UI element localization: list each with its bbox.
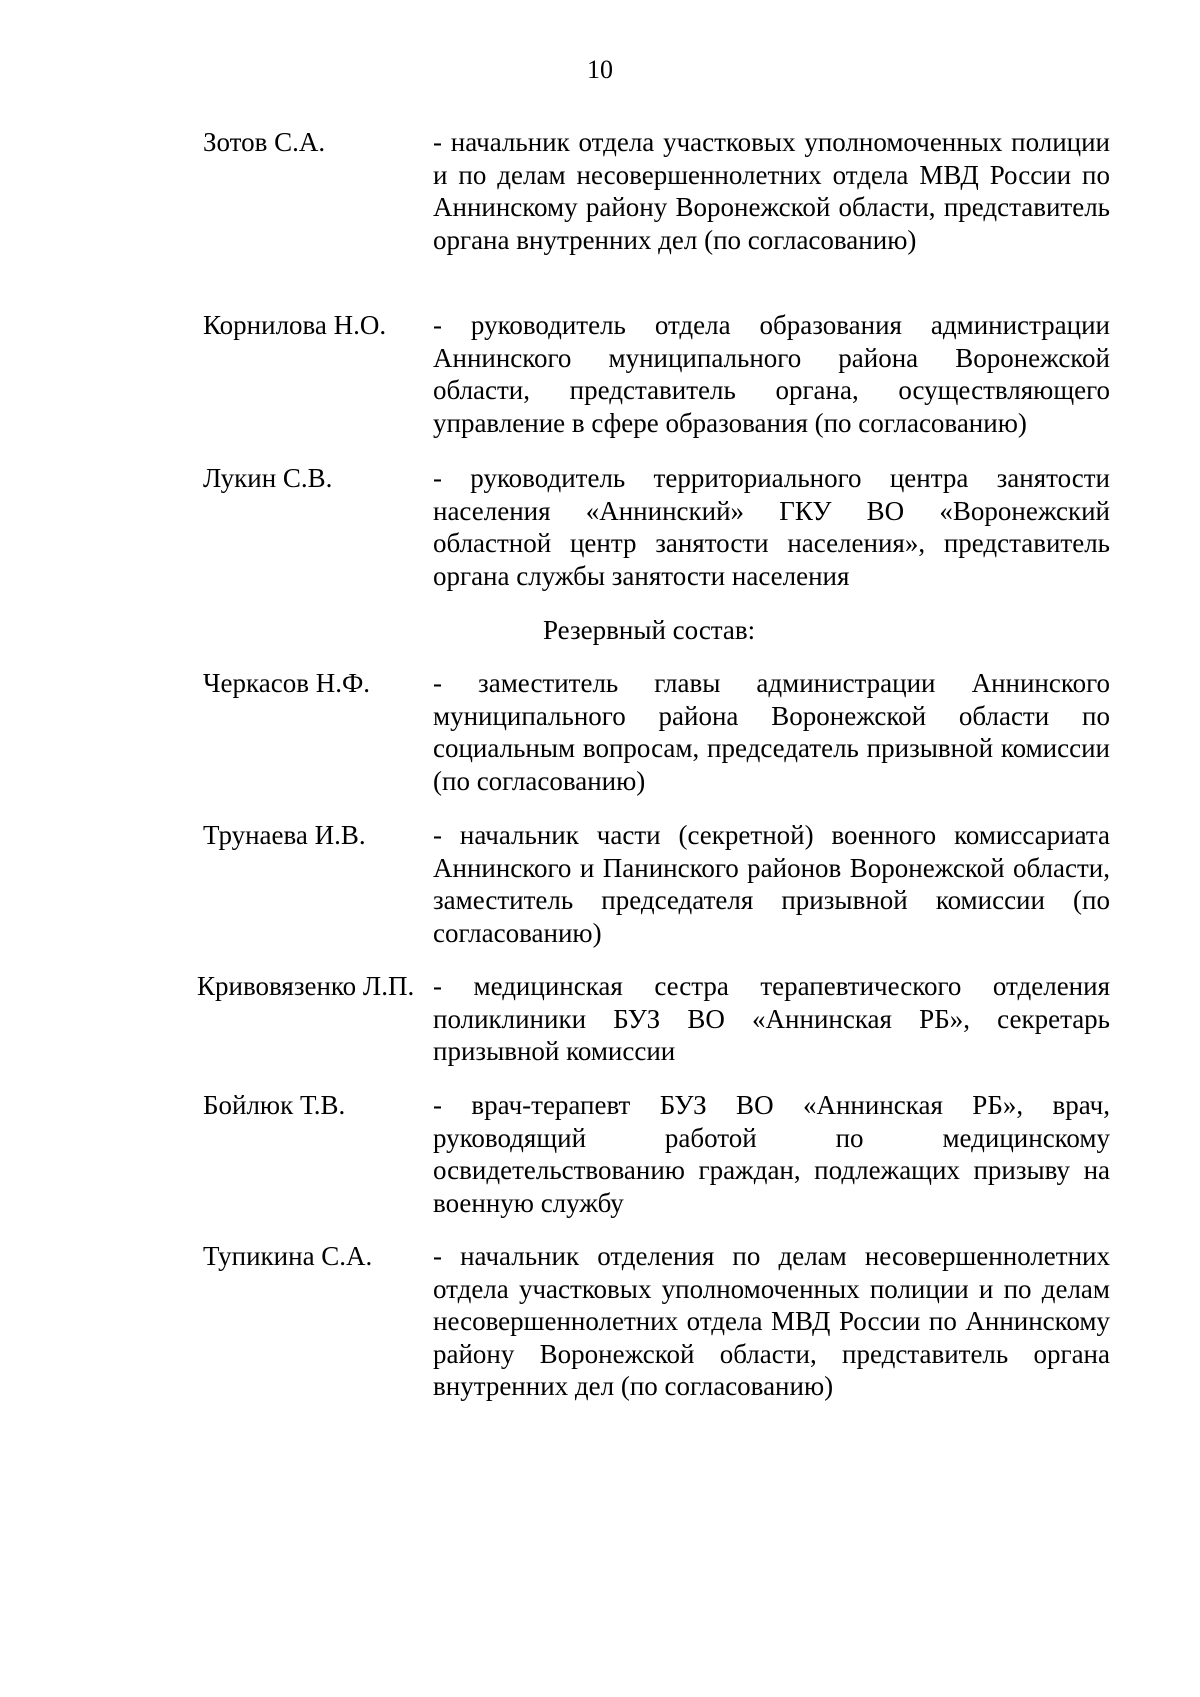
reserve-member-name: Бойлюк Т.В. [203, 1090, 346, 1120]
reserve-member-name: Тупикина С.А. [203, 1241, 373, 1271]
reserve-member-description: - врач-терапевт БУЗ ВО «Аннинская РБ», врач, руководящий работой по медицинскому освидетельствованию граждан, подлежащих призыву на военную службу [433, 1090, 1110, 1218]
reserve-member-description: - медицинская сестра терапевтического отделения поликлиники БУЗ ВО «Аннинская РБ», секретарь призывной комиссии [433, 971, 1110, 1066]
member-description: - начальник отдела участковых уполномоченных полиции и по делам несовершеннолетних отдела МВД России по Аннинскому району Воронежской области, представитель органа внутренних дел (по согласованию) [433, 127, 1110, 255]
reserve-section-title: Резервный состав: [543, 615, 756, 645]
page-number: 10 [587, 55, 613, 84]
member-description: - руководитель территориального центра занятости населения «Аннинский» ГКУ ВО «Воронежский областной центр занятости населения», представитель органа службы занятости населения [433, 463, 1110, 591]
reserve-member-description: - заместитель главы администрации Аннинского муниципального района Воронежской области по социальным вопросам, председатель призывной комиссии (по согласованию) [433, 668, 1110, 796]
member-name: Лукин С.В. [203, 463, 333, 493]
member-description: - руководитель отдела образования администрации Аннинского муниципального района Воронежской области, представитель органа, осуществляющего управление в сфере образования (по согласованию) [433, 310, 1110, 438]
reserve-member-description: - начальник отделения по делам несовершеннолетних отдела участковых уполномоченных полиции и по делам несовершеннолетних отдела МВД России по Аннинскому району Воронежской области, представитель органа внутренних дел (по согласованию) [433, 1241, 1110, 1401]
reserve-member-name: Трунаева И.В. [203, 820, 366, 850]
reserve-member-name: Кривовязенко Л.П. [197, 971, 415, 1001]
reserve-member-description: - начальник части (секретной) военного комиссариата Аннинского и Панинского районов Воронежской области, заместитель председателя призывной комиссии (по согласованию) [433, 820, 1110, 948]
member-name: Корнилова Н.О. [203, 310, 387, 340]
member-name: Зотов С.А. [203, 127, 326, 157]
reserve-member-name: Черкасов Н.Ф. [203, 668, 371, 698]
